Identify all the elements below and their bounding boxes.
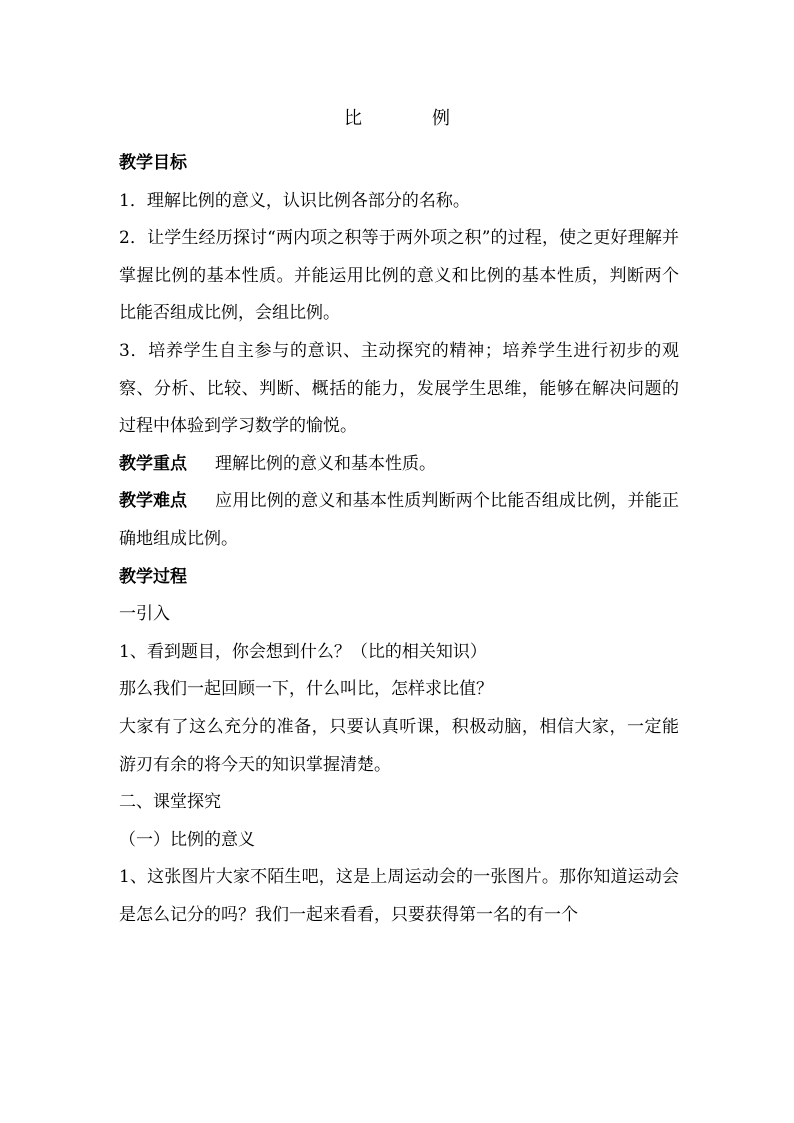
goal-item-2: 2．让学生经历探讨“两内项之积等于两外项之积”的过程，使之更好理解并掌握比例的基本性质。并能运用比例的意义和比例的基本性质，判断两个比能否组成比例，会组比例。 (119, 228, 679, 324)
key-point-paragraph (119, 446, 679, 484)
intro-item-2: 那么我们一起回顾一下，什么叫比，怎样求比值？ (119, 679, 493, 700)
goal-item-1: 1．理解比例的意义，认识比例各部分的名称。 (119, 190, 470, 211)
explore-heading: 二、课堂探究 (119, 792, 221, 813)
section-heading-goals: 教学目标 (119, 153, 187, 173)
intro-heading: 一引入 (119, 604, 170, 625)
explore-subheading: （一）比例的意义 (119, 829, 255, 850)
document-body (119, 145, 679, 934)
difficulty-paragraph (119, 483, 679, 558)
difficulty-label: 教学难点 (119, 491, 187, 512)
intro-item-1: 1、看到题目，你会想到什么？（比的相关知识） (119, 641, 487, 662)
section-heading-process: 教学过程 (119, 566, 187, 587)
difficulty-text: 应用比例的意义和基本性质判断两个比能否组成比例，并能正确地组成比例。 (119, 491, 679, 549)
page-title: 比 例 (344, 108, 476, 129)
explore-item-1: 1、这张图片大家不陌生吧，这是上周运动会的一张图片。那你知道运动会是怎么记分的吗？我们一起来看看，只要获得第一名的有一个 (119, 867, 679, 925)
key-point-label: 教学重点 (119, 453, 187, 474)
key-point-text: 理解比例的意义和基本性质。 (215, 453, 436, 474)
goal-item-3: 3．培养学生自主参与的意识、主动探究的精神；培养学生进行初步的观察、分析、比较、判断、概括的能力，发展学生思维，能够在解决问题的过程中体验到学习数学的愉悦。 (119, 340, 679, 437)
intro-item-3: 大家有了这么充分的准备，只要认真听课，积极动脑，相信大家，一定能游刃有余的将今天的知识掌握清楚。 (119, 716, 679, 775)
